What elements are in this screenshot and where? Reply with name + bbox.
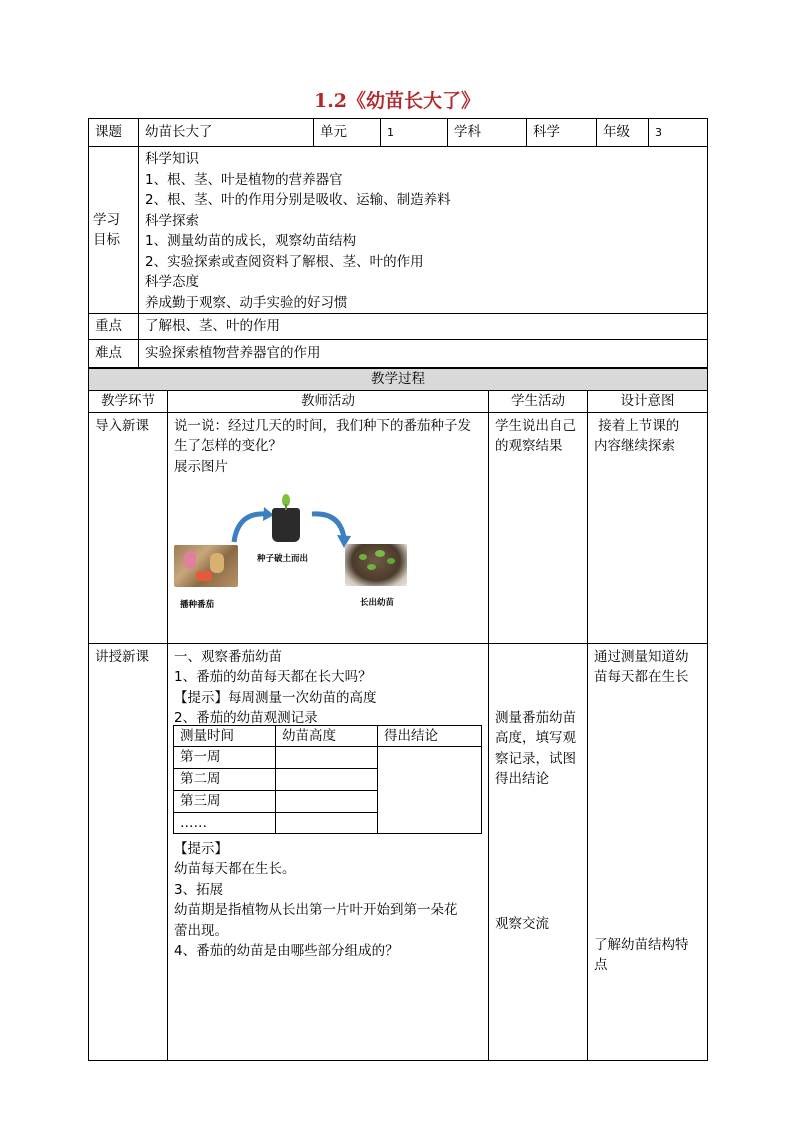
observation-record-table	[173, 725, 482, 834]
objective-line: 2、根、茎、叶的作用分别是吸收、运输、制造养料	[145, 192, 451, 208]
sprout-stem	[285, 504, 287, 510]
difficulty-value: 实验探索植物营养器官的作用	[139, 340, 708, 368]
sowing-photo	[174, 545, 238, 587]
difficulty-label: 难点	[89, 340, 139, 368]
seedlings-photo	[345, 544, 407, 586]
objective-line: 养成勤于观察、动手实验的好习惯	[145, 294, 348, 311]
lecture-stage: 讲授新课	[89, 643, 168, 1060]
process-section-title: 教学过程	[89, 369, 708, 391]
record-cell	[276, 813, 378, 834]
record-header-height: 幼苗高度	[276, 726, 378, 747]
topic-label: 课题	[89, 119, 139, 147]
record-header-conclusion: 得出结论	[378, 726, 482, 747]
intro-student: 学生说出自己 的观察结果	[489, 412, 588, 643]
record-cell	[276, 747, 378, 769]
intro-intent: 接着上节课的 内容继续探索	[588, 412, 708, 643]
objective-line: 2、实验探索或查阅资料了解根、茎、叶的作用	[145, 253, 424, 270]
unit-label: 单元	[314, 119, 381, 147]
intro-teacher: 说一说：经过几天的时间，我们种下的番茄种子发 生了怎样的变化？ 展示图片	[168, 412, 489, 643]
teaching-process-table	[88, 368, 708, 1061]
objective-line: 1、测量幼苗的成长，观察幼苗结构	[145, 233, 357, 249]
key-point-value: 了解根、茎、叶的作用	[139, 314, 708, 340]
arrow-right-icon	[308, 508, 352, 548]
objective-line: 科学态度	[145, 274, 199, 290]
column-intent: 设计意图	[588, 391, 708, 413]
topic-value: 幼苗长大了	[139, 119, 314, 147]
record-conclusion-cell	[378, 747, 482, 834]
objective-line: 科学探索	[145, 212, 199, 229]
record-header-time: 测量时间	[174, 726, 276, 747]
record-cell	[276, 769, 378, 791]
column-student: 学生活动	[489, 391, 588, 413]
record-cell	[276, 791, 378, 813]
intro-stage: 导入新课	[89, 412, 168, 643]
column-stage: 教学环节	[89, 391, 168, 413]
arrow-left-icon	[230, 506, 274, 546]
record-row-label: 第一周	[174, 747, 276, 769]
objective-line: 1、根、茎、叶是植物的营养器官	[145, 171, 343, 188]
record-row-label: 第二周	[174, 769, 276, 791]
seedling-pot-icon	[272, 508, 300, 542]
objectives-content	[139, 147, 708, 314]
subject-value: 科学	[527, 119, 597, 147]
objectives-label: 学习 目标	[89, 147, 139, 314]
grade-label: 年级	[597, 119, 649, 147]
record-row-label: 第三周	[174, 791, 276, 813]
caption-seedlings: 长出幼苗	[360, 598, 395, 608]
subject-label: 学科	[448, 119, 527, 147]
caption-sprouting: 种子破土而出	[257, 554, 309, 564]
unit-value: 1	[381, 119, 448, 147]
column-teacher: 教师活动	[168, 391, 489, 413]
growth-illustration	[172, 490, 412, 615]
lecture-teacher: 一、观察番茄幼苗 1、番茄的幼苗每天都在长大吗？ 【提示】每周测量一次幼苗的高度 2、番茄的幼苗观测记录 【提示】 幼苗每天都在生长。 3、拓展 幼苗期是指植物从长出第一片叶开始到第一朵花 蕾出现。 4、番茄的幼苗是由哪些部分组成的？	[168, 643, 489, 1060]
page-title: 1.2《幼苗长大了》	[313, 90, 481, 112]
caption-sowing: 播种番茄	[180, 600, 215, 610]
lesson-info-table	[88, 118, 708, 368]
key-point-label: 重点	[89, 314, 139, 340]
record-row-label: ……	[174, 813, 276, 834]
lecture-intent: 通过测量知道幼 苗每天都在生长 了解幼苗结构特 点	[588, 643, 708, 1060]
objective-line: 科学知识	[145, 151, 199, 167]
grade-value: 3	[649, 119, 708, 147]
lecture-student: 测量番茄幼苗 高度，填写观 察记录，试图 得出结论 观察交流	[489, 643, 588, 1060]
